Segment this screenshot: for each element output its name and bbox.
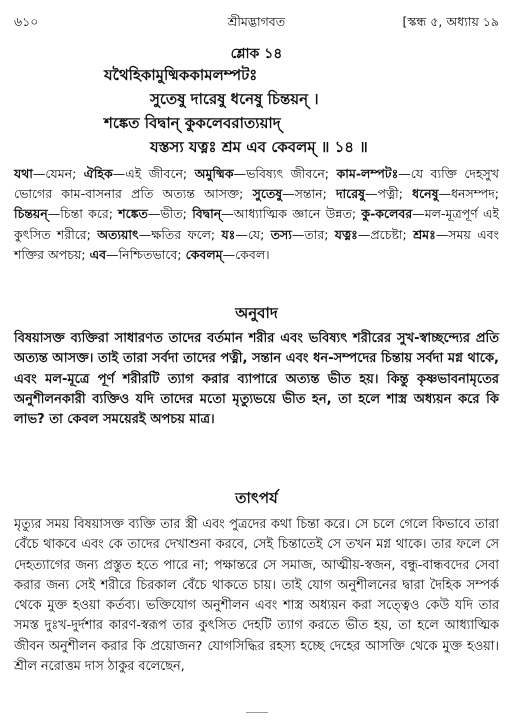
synonym-term: কেবলম্ [185, 246, 223, 262]
verse-line: যথৈহিকামুষ্মিককামলম্পটঃ [104, 66, 258, 84]
synonym-meaning: —নিশ্চিতভাবে; [106, 246, 186, 262]
synonym-term: শঙ্কেত [118, 206, 148, 222]
synonym-term: যঃ [221, 226, 236, 242]
translation-title: অনুবাদ [235, 304, 278, 322]
synonym-term: যত্নঃ [334, 226, 358, 242]
verse-line: শঙ্কেত বিদ্বান্ কুকলেবরাত্যয়াদ্ [104, 114, 281, 132]
synonym-term: অত্যয়াৎ [97, 226, 139, 242]
synonym-term: বিদ্বান্ [192, 206, 222, 222]
purport-title: তাৎপর্য [235, 489, 278, 507]
book-title: শ্রীমদ্ভাগবত [227, 14, 286, 29]
synonym-meaning: —সময় এবং শক্তির অপচয়; [14, 226, 499, 262]
synonym-meaning: —যে ব্যক্তি দেহসুখ ভোগের কাম-বাসনার প্রতি অত্যন্ত আসক্ত; [14, 166, 500, 202]
synonym-term: তস্য [270, 226, 292, 242]
synonym-term: শ্রমঃ [413, 226, 436, 242]
chapter-reference: [স্কন্ধ ৫, অধ্যায় ১৯ [402, 14, 499, 29]
purport-text: মৃত্যুর সময় বিষয়াসক্ত ব্যক্তি তার স্ত্রী এবং পুত্রদের কথা চিন্তা করে। সে চলে গেলে কিভাবে তারা বেঁচে থাকবে এবং কে তাদের দেখাশুনা করবে, সেই চিন্তাতেই সে তখন মগ্ন থাকে। তার ফলে সে দেহত্যাগের জন্য প্রস্তুত হতে পারে না; পক্ষান্তরে সে সমাজ, আত্মীয়-স্বজন, বন্ধু-বান্ধবদের সেবা করার জন্য সেই শরীরে চিরকাল বেঁচে থাকতে চায়। তাই যোগ অনুশীলনের দ্বারা দৈহিক সম্পর্ক থেকে মুক্ত হওয়া কর্তব্য। ভক্তিযোগ অনুশীলন এবং শাস্ত্র অধ্যয়ন করা সত্ত্বেও কেউ যদি তার সমস্ত দুঃখ-দুর্দশার কারণ-স্বরূপ তার কুৎসিত দেহটি ত্যাগ করতে ভীত হয়, তা হলে আধ্যাত্মিক জীবন অনুশীলন করার কি প্রয়োজন? যোগসিদ্ধির রহস্য হচ্ছে দেহের আসক্তি থেকে মুক্ত হওয়া। শ্রীল নরোত্তম দাস ঠাকুর বলেছেন, [14, 517, 499, 675]
word-for-word-synonyms [14, 164, 499, 265]
synonym-term: সুতেষু [252, 186, 283, 202]
synonym-term: এব [89, 246, 107, 262]
synonym-term: চিন্তয়ন্ [14, 206, 48, 222]
synonym-term: ধনেষু [412, 186, 439, 202]
synonym-meaning: —ভবিষ্যৎ জীবনে; [233, 166, 337, 181]
synonym-meaning: —মল-মূত্রপূর্ণ এই কুৎসিত শরীরে; [14, 206, 499, 242]
translation-text: বিষয়াসক্ত ব্যক্তিরা সাধারণত তাদের বর্তমান শরীর এবং ভবিষ্যৎ শরীরের সুখ-স্বাচ্ছন্দ্যের প্রতি অত্যন্ত আসক্ত। তাই তারা সর্বদা তাদের পত্নী, সন্তান এবং ধন-সম্পদের চিন্তায় সর্বদা মগ্ন থাকে, এবং মল-মূত্রে পূর্ণ শরীরটি ত্যাগ করার ব্যাপারে অত্যন্ত ভীত হয়। কিন্তু কৃষ্ণভাবনামৃতের অনুশীলনকারী ব্যক্তিও যদি তাদের মতো মৃত্যুভয়ে ভীত হন, তা হলে শাস্ত্র অধ্যয়ন করে কি লাভ? তা কেবল সময়েরই অপচয় মাত্র। [14, 331, 499, 428]
synonym-meaning: —সন্তান; [282, 186, 336, 202]
synonym-meaning: —চিন্তা করে; [47, 206, 119, 222]
synonym-meaning: —আধ্যাত্মিক জ্ঞানে উন্নত; [221, 206, 362, 222]
synonym-term: অমুষ্মিক [194, 166, 234, 181]
synonym-meaning: —ক্ষতির ফলে; [138, 226, 222, 242]
verse-line: সুতেষু দারেষু ধনেষু চিন্তয়ন্ । [150, 90, 319, 108]
synonym-meaning: —যে; [235, 226, 271, 242]
synonym-meaning: —ভীত; [147, 206, 193, 222]
synonym-meaning: —এই জীবনে; [112, 166, 195, 181]
synonym-meaning: —ধনসম্পদ; [438, 186, 499, 202]
page-number: ৬১০ [14, 14, 39, 29]
synonym-term: কু-কলেবর [361, 206, 413, 222]
synonym-meaning: —কেবল। [222, 246, 270, 262]
synonym-meaning: —পত্নী; [364, 186, 413, 202]
synonym-term: ঐহিক [83, 166, 113, 181]
synonym-meaning: —যেমন; [32, 166, 84, 181]
synonym-term: কাম-লম্পটঃ [336, 166, 399, 181]
verse-line: যস্তস্য যত্নঃ শ্রম এব কেবলম্ ॥ ১৪ ॥ [150, 138, 368, 156]
page-header [14, 12, 499, 32]
verse-label: শ্লোক ১৪ [230, 46, 283, 62]
synonym-term: দারেষু [335, 186, 365, 202]
footer-mark [246, 712, 268, 713]
synonym-term: যথা [14, 166, 33, 181]
synonym-meaning: —প্রচেষ্টা; [357, 226, 414, 242]
synonym-meaning: —তার; [291, 226, 335, 242]
